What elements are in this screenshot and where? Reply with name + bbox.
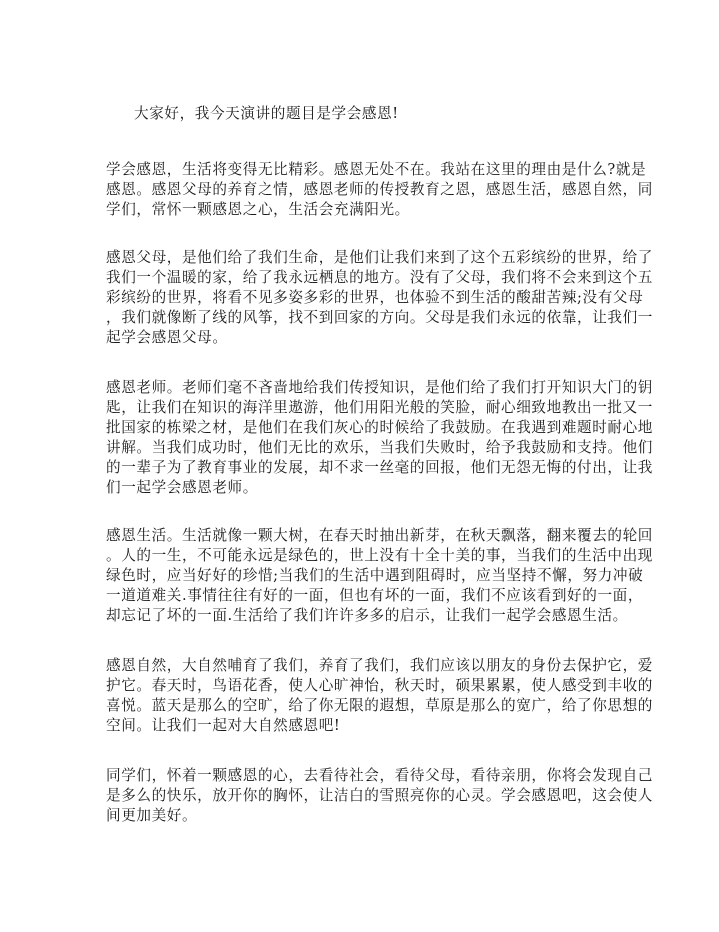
paragraph-line: 们一起学会感恩老师。 (106, 479, 258, 496)
paragraph-line: 我们一个温暖的家，给了我永远栖息的地方。没有了父母，我们将不会来到这个五 (106, 269, 653, 286)
paragraph-line: 却忘记了坏的一面.生活给了我们许许多多的启示，让我们一起学会感恩生活。 (106, 607, 628, 624)
paragraph-line: 彩缤纷的世界，将看不见多姿多彩的世界，也体验不到生活的酸甜苦辣;没有父母 (106, 289, 644, 306)
paragraph-line: 学们，常怀一颗感恩之心，生活会充满阳光。 (106, 201, 410, 218)
paragraph-line: 护它。春天时，鸟语花香，使人心旷神怡，秋天时，硕果累累，使人感受到丰收的 (106, 677, 653, 694)
paragraph-line: 感恩老师。老师们毫不吝啬地给我们传授知识，是他们给了我们打开知识大门的钥 (106, 379, 653, 396)
paragraph-line: 批国家的栋梁之材，是他们在我们灰心的时候给了我鼓励。在我遇到难题时耐心地 (106, 419, 653, 436)
paragraph-line: 学会感恩，生活将变得无比精彩。感恩无处不在。我站在这里的理由是什么?就是 (106, 161, 647, 178)
paragraph-line: 讲解。当我们成功时，他们无比的欢乐，当我们失败时，给予我鼓励和支持。他们 (106, 439, 653, 456)
paragraph-line: 间更加美好。 (106, 807, 198, 824)
paragraph-line: 的一辈子为了教育事业的发展，却不求一丝毫的回报，他们无怨无悔的付出，让我 (106, 459, 653, 476)
paragraph-line: 感恩。感恩父母的养育之情，感恩老师的传授教育之恩，感恩生活，感恩自然，同 (106, 181, 653, 198)
paragraph-line: 感恩父母，是他们给了我们生命，是他们让我们来到了这个五彩缤纷的世界，给了 (106, 249, 653, 266)
paragraph-line: 。人的一生，不可能永远是绿色的，世上没有十全十美的事，当我们的生活中出现 (106, 547, 653, 564)
paragraph-line: 匙，让我们在知识的海洋里遨游，他们用阳光般的笑脸，耐心细致地教出一批又一 (106, 399, 653, 416)
paragraph-line: 感恩生活。生活就像一颗大树，在春天时抽出新芽，在秋天飘落，翻来覆去的轮回 (106, 527, 653, 544)
intro-line: 大家好，我今天演讲的题目是学会感恩! (134, 105, 399, 122)
paragraph-line: 空间。让我们一起对大自然感恩吧! (106, 717, 341, 734)
paragraph-line: 绿色时，应当好好的珍惜;当我们的生活中遇到阻碍时，应当坚持不懈，努力冲破 (106, 567, 644, 584)
paragraph-line: 同学们，怀着一颗感恩的心，去看待社会，看待父母，看待亲朋，你将会发现自己 (106, 767, 653, 784)
paragraph-line: 起学会感恩父母。 (106, 329, 228, 346)
paragraph-line: 喜悦。蓝天是那么的空旷，给了你无限的遐想，草原是那么的宽广，给了你思想的 (106, 697, 653, 714)
paragraph-line: 一道道难关.事情往往有好的一面，但也有坏的一面，我们不应该看到好的一面， (106, 587, 644, 604)
paragraph-line: ，我们就像断了线的风筝，找不到回家的方向。父母是我们永远的依靠，让我们一 (106, 309, 653, 326)
paragraph-line: 感恩自然，大自然哺育了我们，养育了我们，我们应该以朋友的身份去保护它，爱 (106, 657, 653, 674)
paragraph-line: 是多么的快乐，放开你的胸怀，让洁白的雪照亮你的心灵。学会感恩吧，这会使人 (106, 787, 653, 804)
